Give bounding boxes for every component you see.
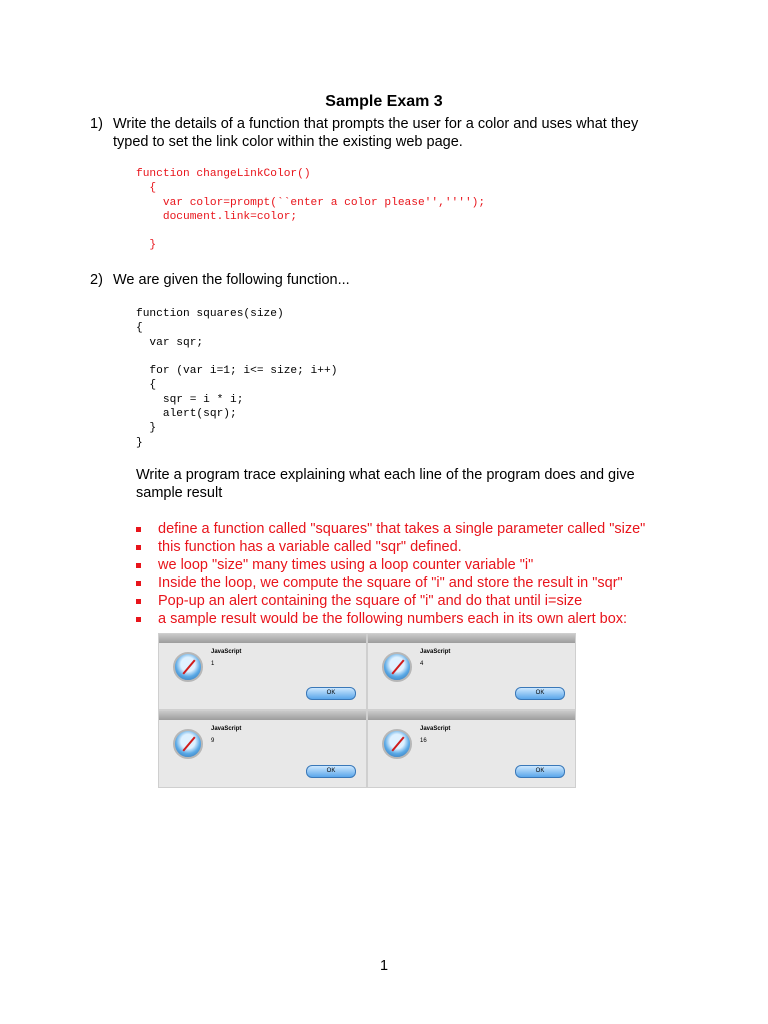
dialog-title-bar bbox=[159, 711, 366, 720]
bullet-square-icon bbox=[136, 617, 141, 622]
dialog-title: JavaScript bbox=[211, 726, 242, 732]
dialog-title: JavaScript bbox=[420, 649, 451, 655]
dialog-title: JavaScript bbox=[211, 649, 242, 655]
alert-dialog-1 bbox=[158, 633, 367, 710]
alert-dialog-2 bbox=[367, 633, 576, 710]
answer-text: a sample result would be the following numbers each in its own alert box: bbox=[158, 611, 628, 627]
safari-compass-icon bbox=[382, 652, 412, 682]
ok-button[interactable]: OK bbox=[515, 765, 565, 778]
alert-dialog-3 bbox=[158, 710, 367, 788]
dialog-value: 9 bbox=[211, 738, 215, 744]
trace-answer-list bbox=[136, 520, 645, 628]
question-2 bbox=[90, 271, 690, 289]
ok-button[interactable]: OK bbox=[306, 765, 356, 778]
bullet-square-icon bbox=[136, 527, 141, 532]
safari-compass-icon bbox=[173, 652, 203, 682]
alert-dialog-screenshots bbox=[158, 633, 576, 788]
question-1-code-answer: function changeLinkColor() { var color=prompt(``enter a color please'',''''); document.link=color; } bbox=[136, 168, 486, 252]
answer-text: Pop-up an alert containing the square of "i" and do that until i=size bbox=[158, 593, 583, 609]
list-item bbox=[136, 556, 645, 574]
alert-dialog-4 bbox=[367, 710, 576, 788]
dialog-title: JavaScript bbox=[420, 726, 451, 732]
list-item bbox=[136, 610, 645, 628]
answer-text: define a function called "squares" that takes a single parameter called "size" bbox=[158, 521, 646, 537]
dialog-value: 1 bbox=[211, 661, 215, 667]
question-1-text-line2: typed to set the link color within the existing web page. bbox=[113, 134, 463, 150]
bullet-square-icon bbox=[136, 563, 141, 568]
bullet-square-icon bbox=[136, 545, 141, 550]
answer-text: Inside the loop, we compute the square of "i" and store the result in "sqr" bbox=[158, 575, 623, 591]
safari-compass-icon bbox=[382, 729, 412, 759]
question-1 bbox=[90, 115, 690, 151]
dialog-title-bar bbox=[368, 634, 575, 643]
answer-text: this function has a variable called "sqr" defined. bbox=[158, 539, 462, 555]
list-item bbox=[136, 538, 645, 556]
question-2-text: We are given the following function... bbox=[113, 272, 350, 288]
bullet-square-icon bbox=[136, 581, 141, 586]
ok-button[interactable]: OK bbox=[515, 687, 565, 700]
ok-button[interactable]: OK bbox=[306, 687, 356, 700]
trace-prompt-line1: Write a program trace explaining what each line of the program does and give bbox=[136, 467, 635, 483]
dialog-value: 4 bbox=[420, 661, 424, 667]
question-2-code: function squares(size) { var sqr; for (var i=1; i<= size; i++) { sqr = i * i; alert(sqr); } } bbox=[136, 308, 338, 449]
dialog-title-bar bbox=[159, 634, 366, 643]
question-2-number: 2) bbox=[90, 272, 103, 288]
list-item bbox=[136, 574, 645, 592]
trace-prompt-line2: sample result bbox=[136, 485, 223, 501]
page-title: Sample Exam 3 bbox=[325, 93, 443, 110]
list-item bbox=[136, 592, 645, 610]
dialog-title-bar bbox=[368, 711, 575, 720]
question-1-number: 1) bbox=[90, 116, 103, 132]
dialog-value: 16 bbox=[420, 738, 427, 744]
question-1-text-line1: Write the details of a function that prompts the user for a color and uses what they bbox=[113, 116, 639, 132]
trace-prompt bbox=[136, 466, 676, 502]
page-number: 1 bbox=[379, 958, 389, 974]
list-item bbox=[136, 520, 645, 538]
answer-text: we loop "size" many times using a loop counter variable "i" bbox=[158, 557, 534, 573]
safari-compass-icon bbox=[173, 729, 203, 759]
bullet-square-icon bbox=[136, 599, 141, 604]
